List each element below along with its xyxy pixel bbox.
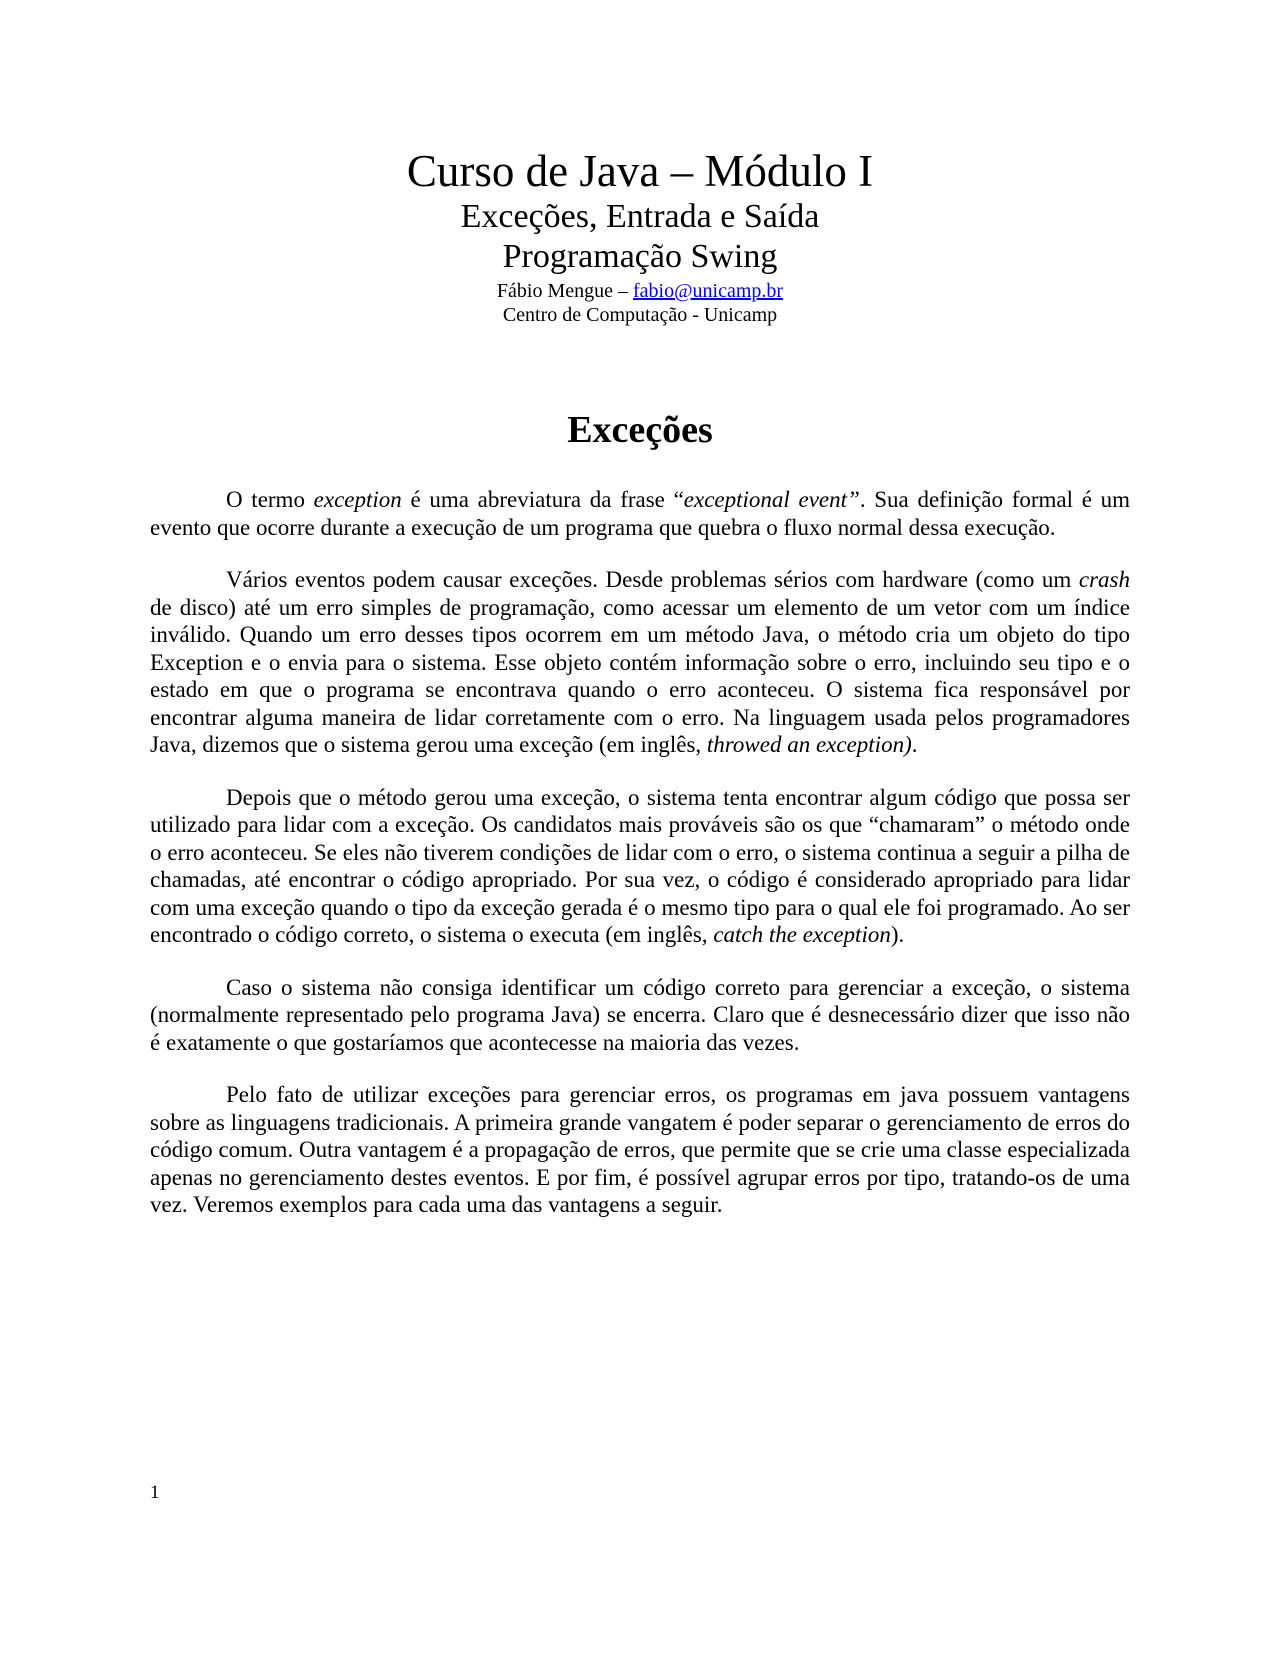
paragraph-5: Pelo fato de utilizar exceções para gerenciar erros, os programas em java possuem vantagens sobre as linguagens tradicionais. A primeira grande vangatem é poder separar o gerenciamento de erros do código comum. Outra vantagem é a propagação de erros, que permite que se crie uma classe especializada apenas no gerenciamento destes eventos. E por fim, é possível agrupar erros por tipo, tratando-os de uma vez. Veremos exemplos para cada uma das vantagens a seguir. — [150, 1082, 1130, 1217]
document-title: Curso de Java – Módulo I — [406, 146, 874, 196]
paragraph-1 — [150, 486, 1130, 541]
paragraph-1-part-e: . Sua definição formal é um evento que ocorre durante a execução de um programa que quebra o fluxo normal dessa execução. — [150, 487, 1131, 540]
paragraph-2 — [150, 566, 1130, 759]
paragraph-1-part-c: é uma abreviatura da frase “ — [401, 487, 684, 512]
author-name: Fábio Mengue – — [496, 280, 634, 302]
page-number: 1 — [150, 1482, 160, 1503]
body-text — [150, 486, 1130, 1244]
paragraph-2-part-e: . — [911, 732, 918, 757]
paragraph-1-part-a: O termo — [226, 487, 314, 512]
document-subtitle-1: Exceções, Entrada e Saída — [460, 198, 820, 235]
paragraph-2-part-a: Vários eventos podem causar exceções. Desde problemas sérios com hardware (como um — [226, 567, 1079, 592]
author-line — [0, 279, 1280, 303]
institution: Centro de Computação - Unicamp — [502, 304, 778, 326]
paragraph-1-italic-d: exceptional event” — [683, 487, 860, 512]
paragraph-3-italic-b: catch the exception — [713, 922, 891, 947]
section-heading: Exceções — [567, 409, 713, 451]
paragraph-4: Caso o sistema não consiga identificar um código correto para gerenciar a exceção, o sistema (normalmente representado pelo programa Java) se encerra. Claro que é desnecessário dizer que isso não é exatamente o que gostaríamos que acontecesse na maioria das vezes. — [150, 974, 1130, 1055]
paragraph-3-part-c: ). — [890, 922, 905, 947]
paragraph-2-italic-d: throwed an exception) — [706, 732, 912, 757]
document-subtitle-2: Programação Swing — [502, 238, 778, 275]
paragraph-3-part-a: Depois que o método gerou uma exceção, o sistema tenta encontrar algum código que possa ser utilizado para lidar com a exceção. Os candidatos mais prováveis são os que “chamaram” o método onde o erro aconteceu. Se eles não tiverem condições de lidar com o erro, o sistema continua a seguir a pilha de chamadas, até encontrar o código apropriado. Por sua vez, o código é considerado apropriado para lidar com uma exceção quando o tipo da exceção gerada é o mesmo tipo para o qual ele foi programado. Ao ser encontrado o código correto, o sistema o executa (em inglês, — [150, 784, 1130, 947]
paragraph-2-part-c: de disco) até um erro simples de programação, como acessar um elemento de um vetor com um índice inválido. Quando um erro desses tipos ocorrem em um método Java, o método cria um objeto do tipo Exception e o envia para o sistema. Esse objeto contém informação sobre o erro, incluindo seu tipo e o estado em que o programa se encontrava quando o erro aconteceu. O sistema fica responsável por encontrar alguma maneira de lidar corretamente com o erro. Na linguagem usada pelos programadores Java, dizemos que o sistema gerou uma exceção (em inglês, — [150, 594, 1130, 757]
title-block — [0, 145, 1280, 327]
paragraph-2-italic-b: crash — [1078, 567, 1130, 592]
author-email-link[interactable]: fabio@unicamp.br — [633, 280, 784, 302]
paragraph-3 — [150, 784, 1130, 949]
paragraph-1-italic-b: exception — [313, 487, 402, 512]
